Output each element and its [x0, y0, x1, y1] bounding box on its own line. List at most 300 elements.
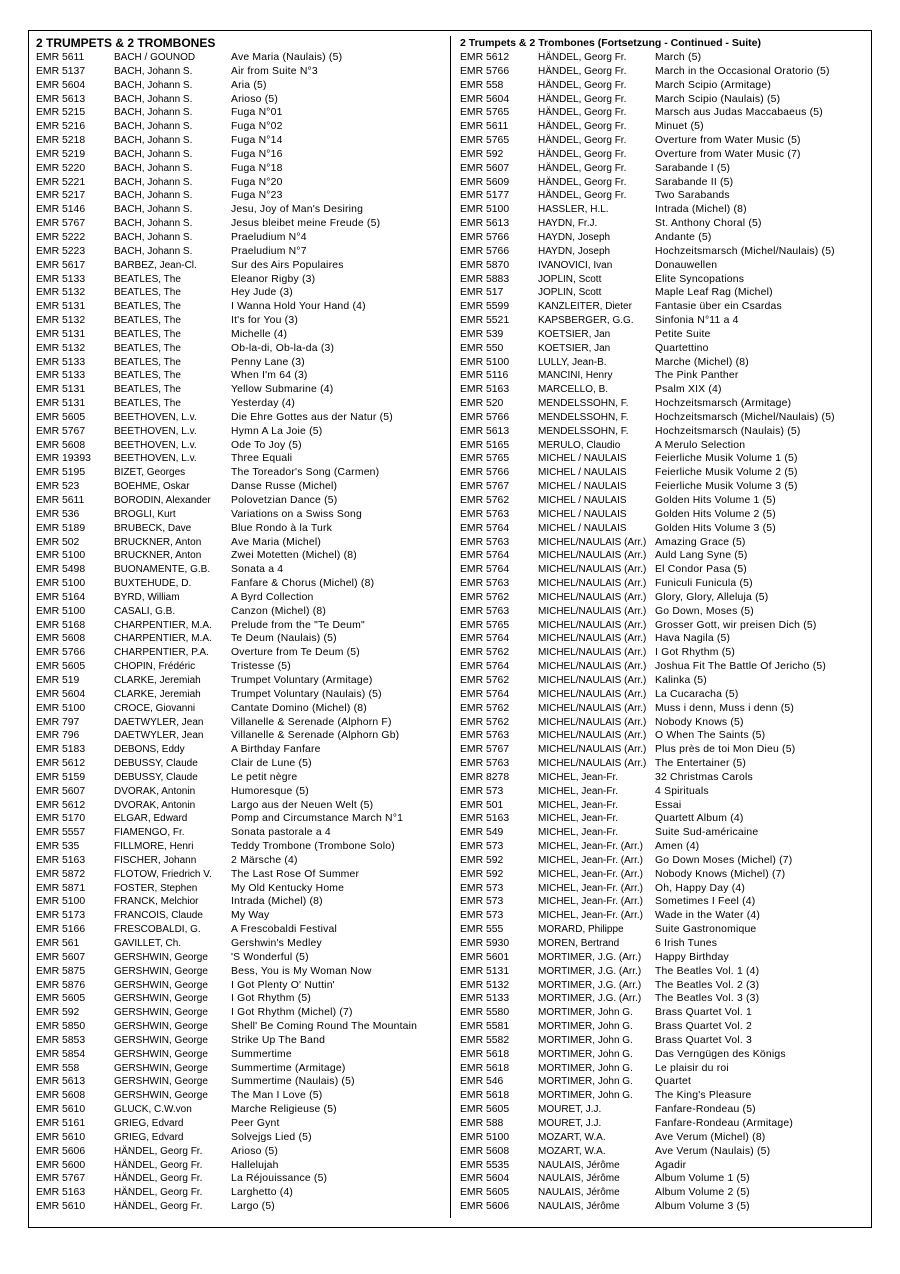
catalog-number: EMR 5763: [460, 578, 510, 590]
work-title: Villanelle & Serenade (Alphorn F): [231, 716, 392, 728]
catalog-row: [36, 1159, 444, 1173]
composer: MICHEL, Jean-Fr.: [538, 771, 619, 783]
work-title: Sometimes I Feel (4): [655, 896, 756, 908]
catalog-row: [36, 51, 444, 65]
catalog-row: [460, 1020, 868, 1034]
catalog-number: EMR 5765: [460, 619, 510, 631]
catalog-number: EMR 5218: [36, 135, 86, 147]
composer: MICHEL, Jean-Fr.: [538, 785, 619, 797]
composer: MOZART, W.A.: [538, 1145, 606, 1157]
work-title: Zwei Motetten (Michel) (8): [231, 550, 357, 562]
work-title: Golden Hits Volume 3 (5): [655, 522, 776, 534]
catalog-number: EMR 5131: [36, 384, 86, 396]
right-column: [460, 36, 868, 1214]
work-title: Marche (Michel) (8): [655, 356, 749, 368]
work-title: Suite Sud-américaine: [655, 827, 759, 839]
catalog-row: [36, 1200, 444, 1214]
catalog-row: [460, 1172, 868, 1186]
catalog-row: [36, 231, 444, 245]
catalog-row: [460, 1062, 868, 1076]
work-title: Overture from Water Music (7): [655, 148, 801, 160]
composer: HÄNDEL, Georg Fr.: [114, 1159, 203, 1171]
catalog-row: [460, 411, 868, 425]
catalog-row: [460, 577, 868, 591]
catalog-number: EMR 5177: [460, 190, 510, 202]
work-title: Larghetto (4): [231, 1187, 294, 1199]
catalog-row: [460, 120, 868, 134]
catalog-row: [36, 480, 444, 494]
catalog-number: EMR 5612: [36, 799, 86, 811]
composer: HÄNDEL, Georg Fr.: [538, 162, 627, 174]
catalog-row: [36, 812, 444, 826]
catalog-number: EMR 5159: [36, 771, 86, 783]
catalog-row: [36, 632, 444, 646]
catalog-number: EMR 5170: [36, 813, 86, 825]
composer: MICHEL / NAULAIS: [538, 453, 627, 465]
catalog-number: EMR 5764: [460, 522, 510, 534]
left-catalog-list: [36, 51, 444, 1214]
work-title: Petite Suite: [655, 328, 711, 340]
work-title: Go Down Moses (Michel) (7): [655, 854, 793, 866]
composer: MICHEL, Jean-Fr.: [538, 827, 619, 839]
work-title: Ode To Joy (5): [231, 439, 302, 451]
work-title: 'S Wonderful (5): [231, 951, 309, 963]
catalog-row: [36, 328, 444, 342]
catalog-row: [36, 65, 444, 79]
composer: MORTIMER, John G.: [538, 1090, 633, 1102]
work-title: Marche Religieuse (5): [231, 1104, 337, 1116]
catalog-number: EMR 5883: [460, 273, 510, 285]
work-title: St. Anthony Choral (5): [655, 218, 762, 230]
work-title: Quartet: [655, 1076, 692, 1088]
work-title: Suite Gastronomique: [655, 924, 757, 936]
work-title: Yellow Submarine (4): [231, 384, 334, 396]
work-title: Fuga N°20: [231, 176, 283, 188]
work-title: Le plaisir du roi: [655, 1062, 729, 1074]
composer: MICHEL / NAULAIS: [538, 495, 627, 506]
work-title: Prelude from the "Te Deum": [231, 619, 365, 631]
catalog-number: EMR 5133: [36, 356, 86, 368]
catalog-row: [460, 563, 868, 577]
catalog-row: [36, 951, 444, 965]
catalog-number: EMR 5100: [36, 896, 86, 908]
work-title: Air from Suite N°3: [231, 65, 318, 77]
work-title: Bess, You is My Woman Now: [231, 965, 372, 977]
work-title: Fanfare-Rondeau (Armitage): [655, 1117, 794, 1129]
catalog-number: EMR 5133: [36, 273, 86, 285]
catalog-row: [460, 951, 868, 965]
catalog-row: [460, 1089, 868, 1103]
catalog-row: [36, 466, 444, 480]
composer: FILLMORE, Henri: [114, 841, 194, 853]
right-column-title: 2 Trumpets & 2 Trombones (Fortsetzung - Continued - Suite): [460, 37, 762, 49]
catalog-row: [460, 660, 868, 674]
composer: CHARPENTIER, P.A.: [114, 647, 209, 659]
composer: MICHEL/NAULAIS (Arr.): [538, 647, 647, 659]
catalog-number: EMR 5521: [460, 315, 510, 327]
catalog-row: [36, 785, 444, 799]
work-title: Hava Nagila (5): [655, 633, 731, 645]
work-title: Fanfare & Chorus (Michel) (8): [231, 578, 375, 590]
work-title: Strike Up The Band: [231, 1034, 326, 1046]
catalog-row: [460, 1200, 868, 1214]
catalog-row: [460, 425, 868, 439]
catalog-number: EMR 550: [460, 342, 504, 354]
composer: GERSHWIN, George: [114, 965, 208, 977]
catalog-row: [460, 314, 868, 328]
catalog-row: [460, 93, 868, 107]
catalog-row: [36, 120, 444, 134]
work-title: Ave Maria (Naulais) (5): [231, 52, 343, 63]
catalog-number: EMR 561: [36, 938, 80, 949]
catalog-number: EMR 5765: [460, 107, 510, 119]
composer: MICHEL, Jean-Fr. (Arr.): [538, 896, 644, 908]
work-title: I Wanna Hold Your Hand (4): [231, 301, 366, 313]
catalog-row: [460, 854, 868, 868]
composer: HÄNDEL, Georg Fr.: [114, 1201, 203, 1213]
catalog-row: [460, 148, 868, 162]
catalog-row: [36, 79, 444, 93]
catalog-row: [460, 51, 868, 65]
catalog-row: [460, 480, 868, 494]
catalog-row: [36, 1062, 444, 1076]
composer: BEETHOVEN, L.v.: [114, 425, 197, 437]
work-title: March in the Occasional Oratorio (5): [655, 65, 830, 77]
composer: BEATLES, The: [114, 287, 181, 299]
work-title: Intrada (Michel) (8): [231, 896, 323, 908]
work-title: Maple Leaf Rag (Michel): [655, 287, 773, 299]
catalog-row: [460, 452, 868, 466]
catalog-number: EMR 5763: [460, 730, 510, 742]
catalog-number: EMR 796: [36, 730, 80, 742]
catalog-row: [36, 314, 444, 328]
composer: MOURET, J.J.: [538, 1117, 602, 1129]
work-title: Fuga N°16: [231, 148, 283, 160]
work-title: O When The Saints (5): [655, 730, 766, 742]
composer: BACH, Johann S.: [114, 79, 193, 91]
composer: MICHEL/NAULAIS (Arr.): [538, 716, 647, 728]
catalog-number: EMR 5764: [460, 550, 510, 562]
catalog-row: [36, 259, 444, 273]
composer: GERSHWIN, George: [114, 993, 208, 1005]
composer: DAETWYLER, Jean: [114, 716, 204, 728]
composer: LULLY, Jean-B.: [538, 356, 607, 368]
work-title: I Got Rhythm (5): [655, 647, 735, 659]
composer: CLARKE, Jeremiah: [114, 674, 201, 686]
catalog-number: EMR 5762: [460, 591, 510, 603]
catalog-row: [460, 203, 868, 217]
catalog-number: EMR 5763: [460, 508, 510, 520]
work-title: Three Equali: [231, 453, 293, 465]
catalog-row: [36, 826, 444, 840]
composer: CHARPENTIER, M.A.: [114, 633, 212, 645]
catalog-row: [36, 1034, 444, 1048]
catalog-row: [36, 840, 444, 854]
work-title: Feierliche Musik Volume 1 (5): [655, 453, 798, 465]
work-title: Grosser Gott, wir preisen Dich (5): [655, 619, 817, 631]
catalog-row: [460, 1048, 868, 1062]
composer: HÄNDEL, Georg Fr.: [538, 190, 627, 202]
catalog-row: [36, 1048, 444, 1062]
composer: MICHEL / NAULAIS: [538, 467, 627, 479]
catalog-row: [36, 411, 444, 425]
catalog-number: EMR 5762: [460, 702, 510, 714]
catalog-number: EMR 5605: [460, 1187, 510, 1199]
work-title: Happy Birthday: [655, 951, 729, 963]
work-title: Go Down, Moses (5): [655, 605, 754, 617]
catalog-row: [460, 1145, 868, 1159]
catalog-row: [36, 203, 444, 217]
composer: KAPSBERGER, G.G.: [538, 315, 634, 327]
composer: HÄNDEL, Georg Fr.: [538, 121, 627, 133]
composer: GERSHWIN, George: [114, 1076, 208, 1088]
work-title: Amen (4): [655, 841, 700, 853]
composer: MORTIMER, J.G. (Arr.): [538, 965, 642, 977]
catalog-number: EMR 5163: [36, 854, 86, 866]
catalog-row: [460, 882, 868, 896]
work-title: Das Verngügen des Königs: [655, 1048, 786, 1060]
work-title: A Byrd Collection: [231, 591, 314, 603]
catalog-number: EMR 573: [460, 841, 504, 853]
catalog-number: EMR 5168: [36, 619, 86, 631]
work-title: Psalm XIX (4): [655, 384, 722, 396]
right-catalog-list: [460, 51, 868, 1214]
composer: BEETHOVEN, L.v.: [114, 439, 197, 451]
catalog-number: EMR 5557: [36, 827, 86, 839]
composer: FISCHER, Johann: [114, 854, 197, 866]
composer: BACH, Johann S.: [114, 162, 193, 174]
work-title: The Pink Panther: [655, 370, 739, 382]
work-title: Agadir: [655, 1159, 687, 1171]
composer: KOETSIER, Jan: [538, 328, 611, 340]
catalog-row: [460, 162, 868, 176]
composer: CASALI, G.B.: [114, 605, 176, 617]
catalog-row: [36, 93, 444, 107]
catalog-number: EMR 5183: [36, 744, 86, 756]
composer: FRANCK, Melchior: [114, 896, 199, 908]
catalog-row: [36, 425, 444, 439]
catalog-number: EMR 5766: [460, 411, 510, 423]
catalog-number: EMR 555: [460, 924, 504, 936]
composer: BACH, Johann S.: [114, 135, 193, 147]
catalog-row: [36, 591, 444, 605]
catalog-number: EMR 5766: [460, 467, 510, 479]
catalog-number: EMR 5613: [36, 1076, 86, 1088]
work-title: Gershwin's Medley: [231, 938, 322, 949]
catalog-number: EMR 5764: [460, 633, 510, 645]
catalog-number: EMR 5100: [36, 550, 86, 562]
work-title: Villanelle & Serenade (Alphorn Gb): [231, 730, 400, 742]
catalog-number: EMR 5132: [36, 315, 86, 327]
catalog-row: [36, 799, 444, 813]
composer: GERSHWIN, George: [114, 979, 208, 991]
catalog-row: [460, 743, 868, 757]
catalog-row: [36, 660, 444, 674]
composer: MICHEL/NAULAIS (Arr.): [538, 744, 647, 756]
catalog-row: [36, 757, 444, 771]
catalog-number: EMR 5763: [460, 536, 510, 548]
work-title: Canzon (Michel) (8): [231, 605, 327, 617]
composer: MICHEL/NAULAIS (Arr.): [538, 605, 647, 617]
composer: MICHEL/NAULAIS (Arr.): [538, 633, 647, 645]
catalog-number: EMR 5767: [36, 218, 86, 230]
catalog-number: EMR 5853: [36, 1034, 86, 1046]
catalog-number: EMR 5608: [36, 633, 86, 645]
composer: MICHEL/NAULAIS (Arr.): [538, 536, 647, 548]
work-title: Album Volume 1 (5): [655, 1173, 750, 1185]
catalog-row: [36, 1006, 444, 1020]
work-title: My Old Kentucky Home: [231, 882, 345, 894]
work-title: Fuga N°01: [231, 107, 283, 119]
composer: MORTIMER, J.G. (Arr.): [538, 979, 642, 991]
composer: MENDELSSOHN, F.: [538, 398, 629, 410]
catalog-number: EMR 5606: [460, 1201, 510, 1213]
work-title: La Réjouissance (5): [231, 1173, 328, 1185]
work-title: Brass Quartet Vol. 3: [655, 1034, 752, 1046]
catalog-number: EMR 5763: [460, 758, 510, 770]
catalog-row: [36, 868, 444, 882]
composer: GRIEG, Edvard: [114, 1117, 184, 1129]
catalog-row: [460, 189, 868, 203]
work-title: Clair de Lune (5): [231, 758, 312, 770]
catalog-row: [460, 508, 868, 522]
composer: MORTIMER, John G.: [538, 1034, 633, 1046]
composer: BACH / GOUNOD: [114, 52, 196, 63]
work-title: Wade in the Water (4): [655, 910, 761, 922]
catalog-number: EMR 8278: [460, 771, 510, 783]
work-title: Trumpet Voluntary (Armitage): [231, 674, 373, 686]
catalog-number: EMR 5610: [36, 1131, 86, 1143]
composer: CHOPIN, Frédéric: [114, 661, 196, 673]
composer: BEETHOVEN, L.v.: [114, 411, 197, 423]
catalog-number: EMR 5613: [460, 218, 510, 230]
composer: DEBUSSY, Claude: [114, 771, 198, 783]
work-title: Arioso (5): [231, 93, 279, 105]
work-title: 32 Christmas Carols: [655, 771, 753, 783]
composer: GERSHWIN, George: [114, 1048, 208, 1060]
work-title: Teddy Trombone (Trombone Solo): [231, 841, 395, 853]
catalog-number: EMR 5605: [36, 661, 86, 673]
catalog-number: EMR 5100: [460, 356, 510, 368]
composer: MORTIMER, John G.: [538, 1076, 633, 1088]
catalog-number: EMR 5762: [460, 716, 510, 728]
work-title: A Merulo Selection: [655, 439, 746, 451]
work-title: Sur des Airs Populaires: [231, 259, 344, 271]
catalog-number: EMR 573: [460, 910, 504, 922]
catalog-row: [36, 300, 444, 314]
work-title: Elite Syncopations: [655, 273, 745, 285]
work-title: Hochzeitsmarsch (Armitage): [655, 398, 792, 410]
catalog-number: EMR 5766: [460, 245, 510, 257]
work-title: The Beatles Vol. 2 (3): [655, 979, 760, 991]
work-title: Cantate Domino (Michel) (8): [231, 702, 367, 714]
work-title: Muss i denn, Muss i denn (5): [655, 702, 795, 714]
work-title: Blue Rondo à la Turk: [231, 522, 333, 534]
catalog-number: EMR 588: [460, 1117, 504, 1129]
catalog-row: [460, 273, 868, 287]
catalog-row: [460, 702, 868, 716]
catalog-row: [460, 106, 868, 120]
catalog-number: EMR 592: [460, 854, 504, 866]
work-title: Fantasie über ein Csardas: [655, 301, 782, 313]
composer: BACH, Johann S.: [114, 121, 193, 133]
catalog-number: EMR 5222: [36, 231, 86, 243]
catalog-number: EMR 5854: [36, 1048, 86, 1060]
composer: NAULAIS, Jérôme: [538, 1187, 620, 1199]
catalog-row: [460, 217, 868, 231]
work-title: Polovetzian Dance (5): [231, 495, 338, 506]
catalog-number: EMR 5165: [460, 439, 510, 451]
catalog-row: [36, 162, 444, 176]
catalog-row: [460, 134, 868, 148]
catalog-number: EMR 5767: [36, 425, 86, 437]
catalog-number: EMR 549: [460, 827, 504, 839]
work-title: Minuet (5): [655, 121, 704, 133]
left-column: [36, 36, 444, 1214]
work-title: Humoresque (5): [231, 785, 309, 797]
work-title: The Beatles Vol. 3 (3): [655, 993, 760, 1005]
composer: MICHEL / NAULAIS: [538, 481, 627, 493]
work-title: Hymn A La Joie (5): [231, 425, 323, 437]
catalog-row: [460, 328, 868, 342]
composer: BEATLES, The: [114, 301, 181, 313]
catalog-number: EMR 502: [36, 536, 80, 548]
composer: MICHEL, Jean-Fr. (Arr.): [538, 868, 644, 880]
composer: HÄNDEL, Georg Fr.: [114, 1187, 203, 1199]
work-title: Pomp and Circumstance March N°1: [231, 813, 404, 825]
catalog-row: [460, 923, 868, 937]
catalog-row: [460, 895, 868, 909]
catalog-number: EMR 5580: [460, 1007, 510, 1019]
work-title: Album Volume 3 (5): [655, 1201, 750, 1213]
work-title: March (5): [655, 52, 702, 63]
composer: MICHEL / NAULAIS: [538, 522, 627, 534]
composer: HÄNDEL, Georg Fr.: [538, 52, 627, 63]
composer: HAYDN, Fr.J.: [538, 218, 598, 230]
composer: MARCELLO, B.: [538, 384, 609, 396]
catalog-number: EMR 5132: [36, 342, 86, 354]
composer: MICHEL/NAULAIS (Arr.): [538, 661, 647, 673]
composer: BRUCKNER, Anton: [114, 550, 202, 562]
catalog-number: EMR 5930: [460, 938, 510, 949]
composer: HÄNDEL, Georg Fr.: [114, 1173, 203, 1185]
composer: KANZLEITER, Dieter: [538, 301, 632, 313]
work-title: El Condor Pasa (5): [655, 564, 747, 576]
catalog-number: EMR 5173: [36, 910, 86, 922]
catalog-row: [460, 965, 868, 979]
work-title: 4 Spirituals: [655, 785, 709, 797]
catalog-number: EMR 5535: [460, 1159, 510, 1171]
catalog-number: EMR 5100: [36, 605, 86, 617]
catalog-row: [460, 1186, 868, 1200]
catalog-row: [460, 826, 868, 840]
catalog-row: [460, 591, 868, 605]
composer: NAULAIS, Jérôme: [538, 1201, 620, 1213]
catalog-number: EMR 5164: [36, 591, 86, 603]
composer: BEATLES, The: [114, 273, 181, 285]
work-title: Summertime (Armitage): [231, 1062, 346, 1074]
catalog-row: [460, 909, 868, 923]
composer: HAYDN, Joseph: [538, 245, 611, 257]
catalog-row: [36, 1020, 444, 1034]
catalog-row: [36, 965, 444, 979]
catalog-row: [460, 369, 868, 383]
catalog-number: EMR 5618: [460, 1048, 510, 1060]
work-title: Jesus bleibet meine Freude (5): [231, 218, 381, 230]
catalog-number: EMR 5767: [460, 481, 510, 493]
composer: BEATLES, The: [114, 342, 181, 354]
catalog-row: [460, 937, 868, 951]
